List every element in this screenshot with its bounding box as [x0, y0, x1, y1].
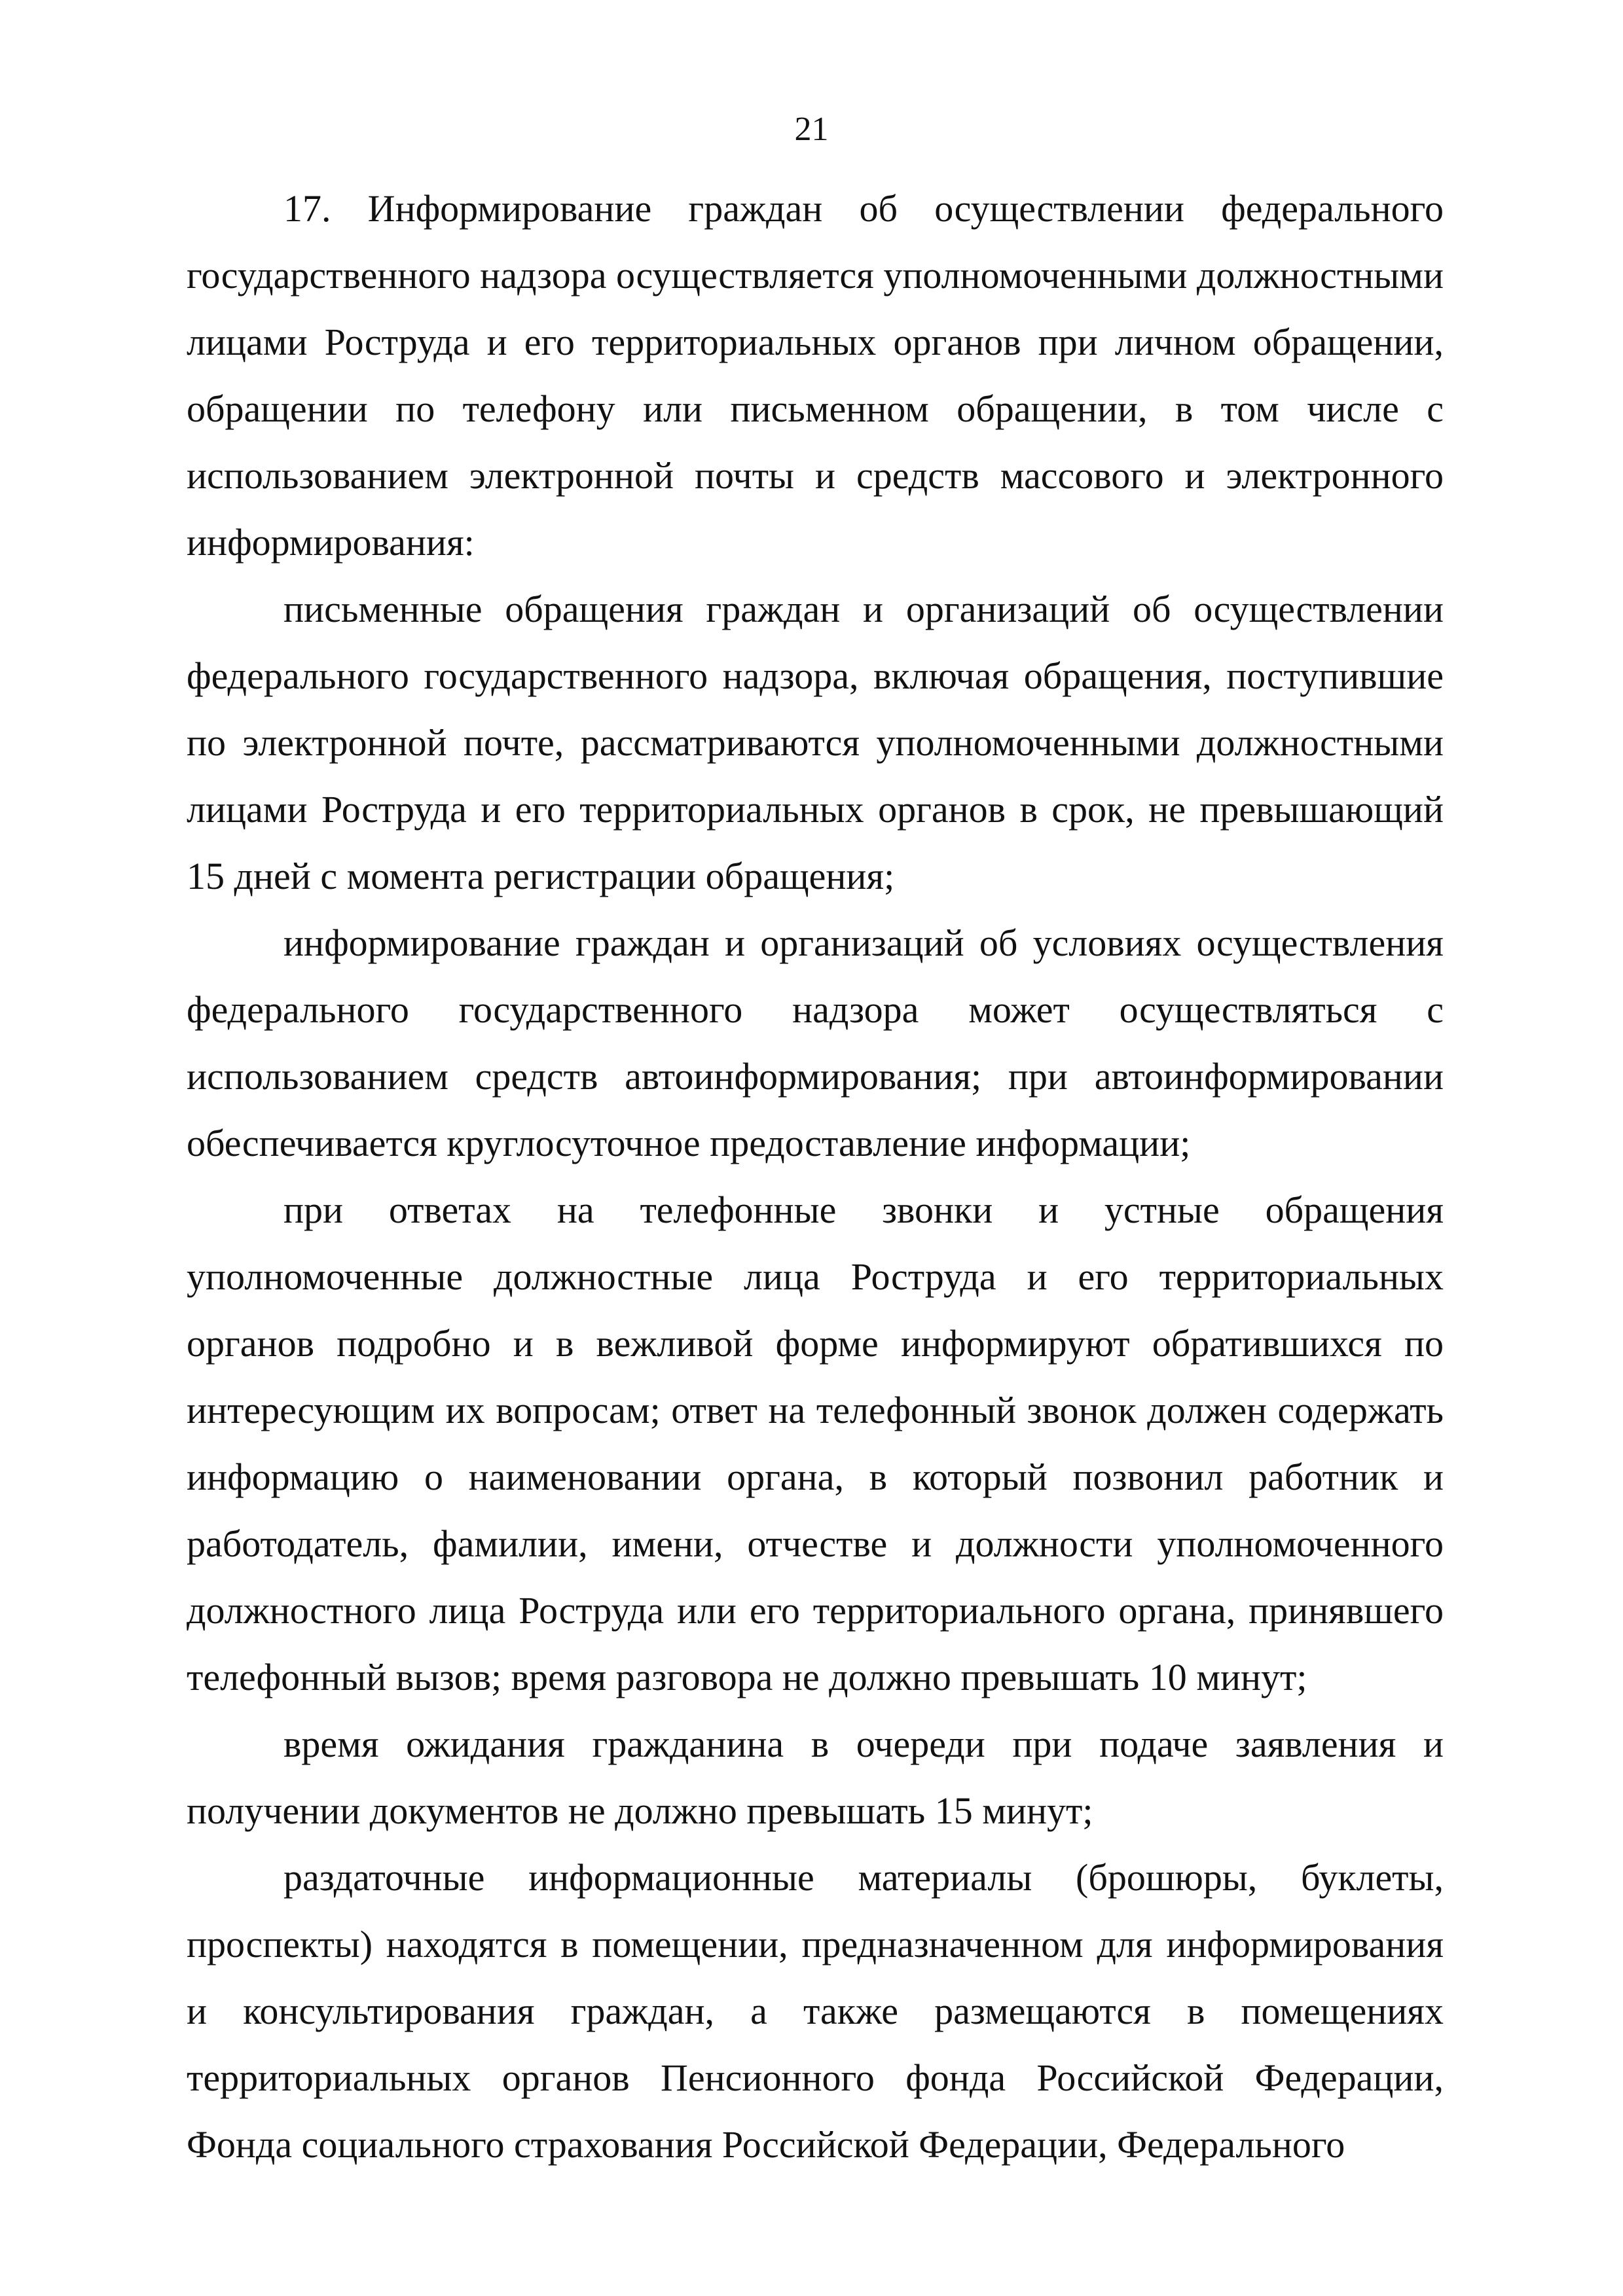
paragraph-17-intro: 17. Информирование граждан об осуществлении федерального государственного надзора осуществляется уполномоченными должностными лицами Роструда и его территориальных органов при личном обращении, обращении по телефону или письменном обращении, в том числе с использованием электронной почты и средств массового и электронного информирования:	[187, 187, 1444, 564]
paragraph-waiting-time: время ожидания гражданина в очереди при подаче заявления и получении документов не должно превышать 15 минут;	[187, 1723, 1444, 1832]
document-body	[187, 175, 1444, 2178]
paragraph-autoinforming: информирование граждан и организаций об условиях осуществления федерального государственного надзора может осуществляться с использованием средств автоинформирования; при автоинформировании обеспечивается круглосуточное предоставление информации;	[187, 922, 1444, 1164]
paragraph-phone-calls: при ответах на телефонные звонки и устные обращения уполномоченные должностные лица Роструда и его территориальных органов подробно и в вежливой форме информируют обратившихся по интересующим их вопросам; ответ на телефонный звонок должен содержать информацию о наименовании органа, в который позвонил работник и работодатель, фамилии, имени, отчестве и должности уполномоченного должностного лица Роструда или его территориального органа, принявшего телефонный вызов; время разговора не должно превышать 10 минут;	[187, 1189, 1444, 1698]
paragraph-handout-materials: раздаточные информационные материалы (брошюры, буклеты, проспекты) находятся в помещении, предназначенном для информирования и консультирования граждан, а также размещаются в помещениях территориальных органов Пенсионного фонда Российской Федерации, Фонда социального страхования Российской Федерации, Федерального	[187, 1856, 1444, 2166]
page-number: 21	[794, 111, 829, 148]
paragraph-written-requests: письменные обращения граждан и организаций об осуществлении федерального государственного надзора, включая обращения, поступившие по электронной почте, рассматриваются уполномоченными должностными лицами Роструда и его территориальных органов в срок, не превышающий 15 дней с момента регистрации обращения;	[187, 588, 1444, 897]
